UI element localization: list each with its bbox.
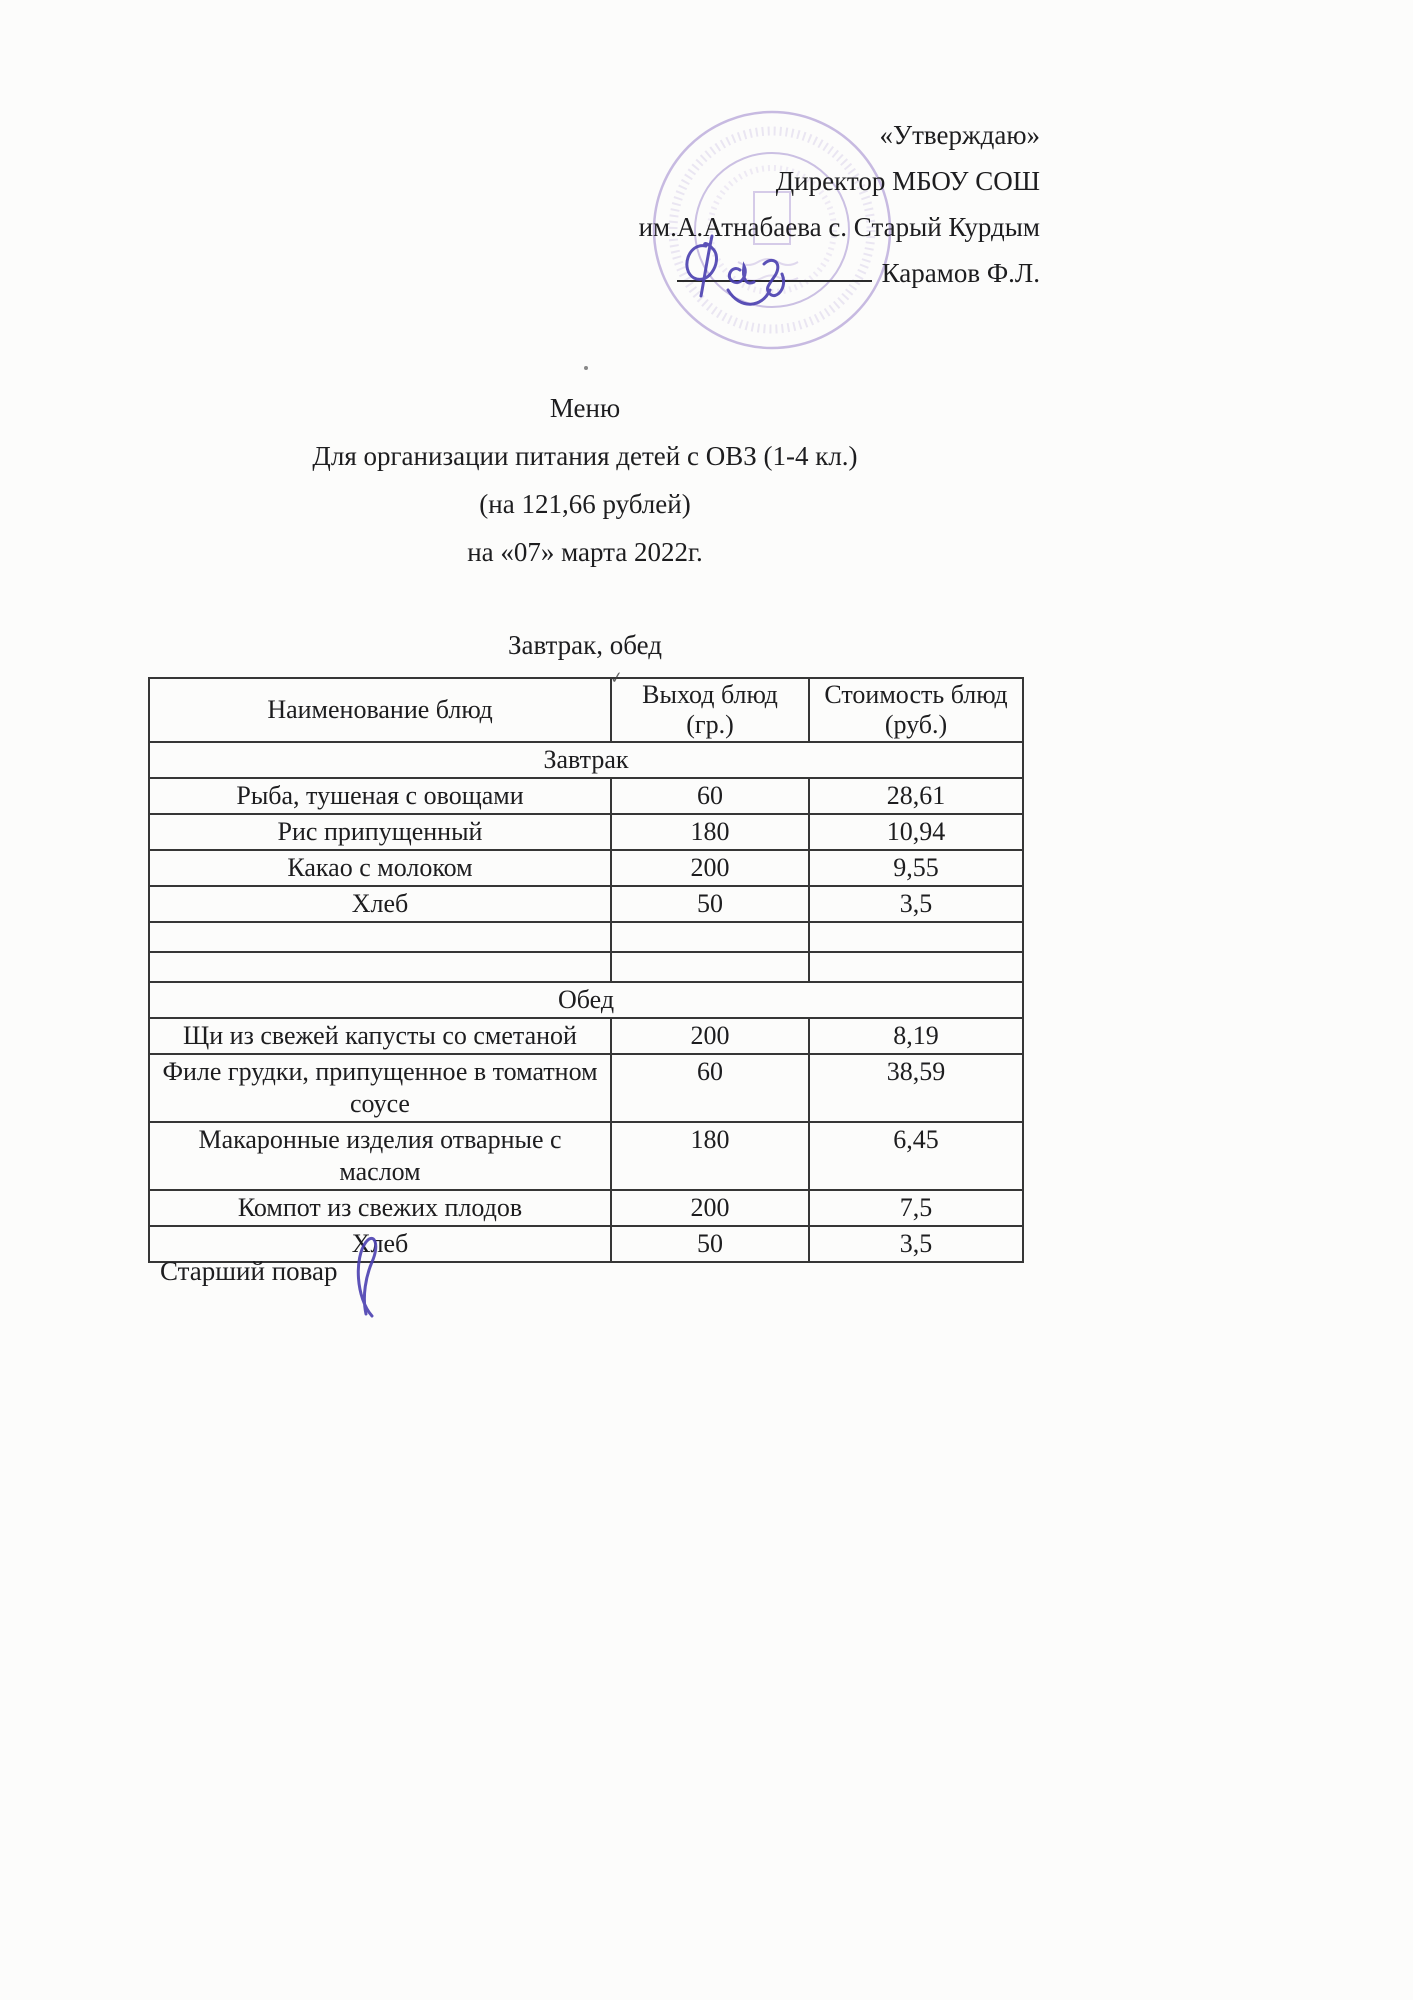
empty-cell <box>149 952 611 982</box>
empty-cell <box>611 952 809 982</box>
scan-artifact-dot <box>584 366 588 370</box>
dish-name: Филе грудки, припущенное в томатном соусе <box>149 1054 611 1122</box>
dish-output: 200 <box>611 1018 809 1054</box>
dish-cost: 10,94 <box>809 814 1023 850</box>
dish-cost: 3,5 <box>809 886 1023 922</box>
empty-row <box>149 952 1023 982</box>
empty-cell <box>809 922 1023 952</box>
dish-name: Хлеб <box>149 886 611 922</box>
dish-cost: 38,59 <box>809 1054 1023 1122</box>
approval-line-school: им.А.Атнабаева с. Старый Курдым <box>638 212 1040 242</box>
col-header-cost <box>809 678 1023 742</box>
dish-output: 180 <box>611 814 809 850</box>
col-header-dish-name-text: Наименование блюд <box>267 695 493 724</box>
dish-cost: 8,19 <box>809 1018 1023 1054</box>
section-row-breakfast <box>149 742 1023 778</box>
dish-cost: 9,55 <box>809 850 1023 886</box>
col-header-output <box>611 678 809 742</box>
section-row-lunch <box>149 982 1023 1018</box>
dish-cost: 3,5 <box>809 1226 1023 1262</box>
menu-table-wrap <box>148 677 1024 1263</box>
table-row <box>149 1190 1023 1226</box>
col-header-cost-line1: Стоимость блюд <box>824 680 1008 709</box>
director-signature <box>668 228 878 318</box>
chef-label: Старший повар <box>160 1256 338 1286</box>
col-header-output-line1: Выход блюд <box>642 680 778 709</box>
dish-output: 200 <box>611 1190 809 1226</box>
dish-name: Какао с молоком <box>149 850 611 886</box>
doc-title: Меню <box>549 393 621 423</box>
scan-artifact-tick: ✓ <box>608 669 625 688</box>
dish-output: 60 <box>611 778 809 814</box>
table-row <box>149 850 1023 886</box>
approval-line-approve: «Утверждаю» <box>879 120 1040 150</box>
dish-cost: 6,45 <box>809 1122 1023 1190</box>
section-label-breakfast: Завтрак <box>149 742 1023 778</box>
approval-signer-name: Карамов Ф.Л. <box>881 258 1040 288</box>
empty-row <box>149 922 1023 952</box>
table-row <box>149 1122 1023 1190</box>
doc-subtitle-audience: Для организации питания детей с ОВЗ (1-4 кл.) <box>312 441 858 471</box>
dish-output: 50 <box>611 886 809 922</box>
title-block <box>148 392 1022 584</box>
approval-line-director: Директор МБОУ СОШ <box>775 166 1040 196</box>
meals-heading: Завтрак, обед <box>507 630 663 660</box>
dish-cost: 28,61 <box>809 778 1023 814</box>
table-row <box>149 886 1023 922</box>
col-header-cost-line2: (руб.) <box>884 710 948 739</box>
col-header-dish-name <box>149 678 611 742</box>
menu-table <box>148 677 1024 1263</box>
table-row <box>149 1054 1023 1122</box>
table-row <box>149 1018 1023 1054</box>
dish-name: Рыба, тушеная с овощами <box>149 778 611 814</box>
dish-output: 60 <box>611 1054 809 1122</box>
dish-name: Компот из свежих плодов <box>149 1190 611 1226</box>
section-label-lunch: Обед <box>149 982 1023 1018</box>
doc-subtitle-price: (на 121,66 рублей) <box>479 489 691 519</box>
table-row <box>149 778 1023 814</box>
doc-subtitle-date: на «07» марта 2022г. <box>467 537 703 567</box>
dish-output: 180 <box>611 1122 809 1190</box>
chef-signature <box>342 1228 394 1328</box>
dish-cost: 7,5 <box>809 1190 1023 1226</box>
dish-name: Рис припущенный <box>149 814 611 850</box>
table-row <box>149 814 1023 850</box>
empty-cell <box>809 952 1023 982</box>
dish-name: Хлеб <box>149 1226 611 1262</box>
dish-output: 200 <box>611 850 809 886</box>
dish-output: 50 <box>611 1226 809 1262</box>
col-header-output-line2: (гр.) <box>686 710 734 739</box>
empty-cell <box>611 922 809 952</box>
dish-name: Щи из свежей капусты со сметаной <box>149 1018 611 1054</box>
table-header-row <box>149 678 1023 742</box>
empty-cell <box>149 922 611 952</box>
dish-name: Макаронные изделия отварные с маслом <box>149 1122 611 1190</box>
